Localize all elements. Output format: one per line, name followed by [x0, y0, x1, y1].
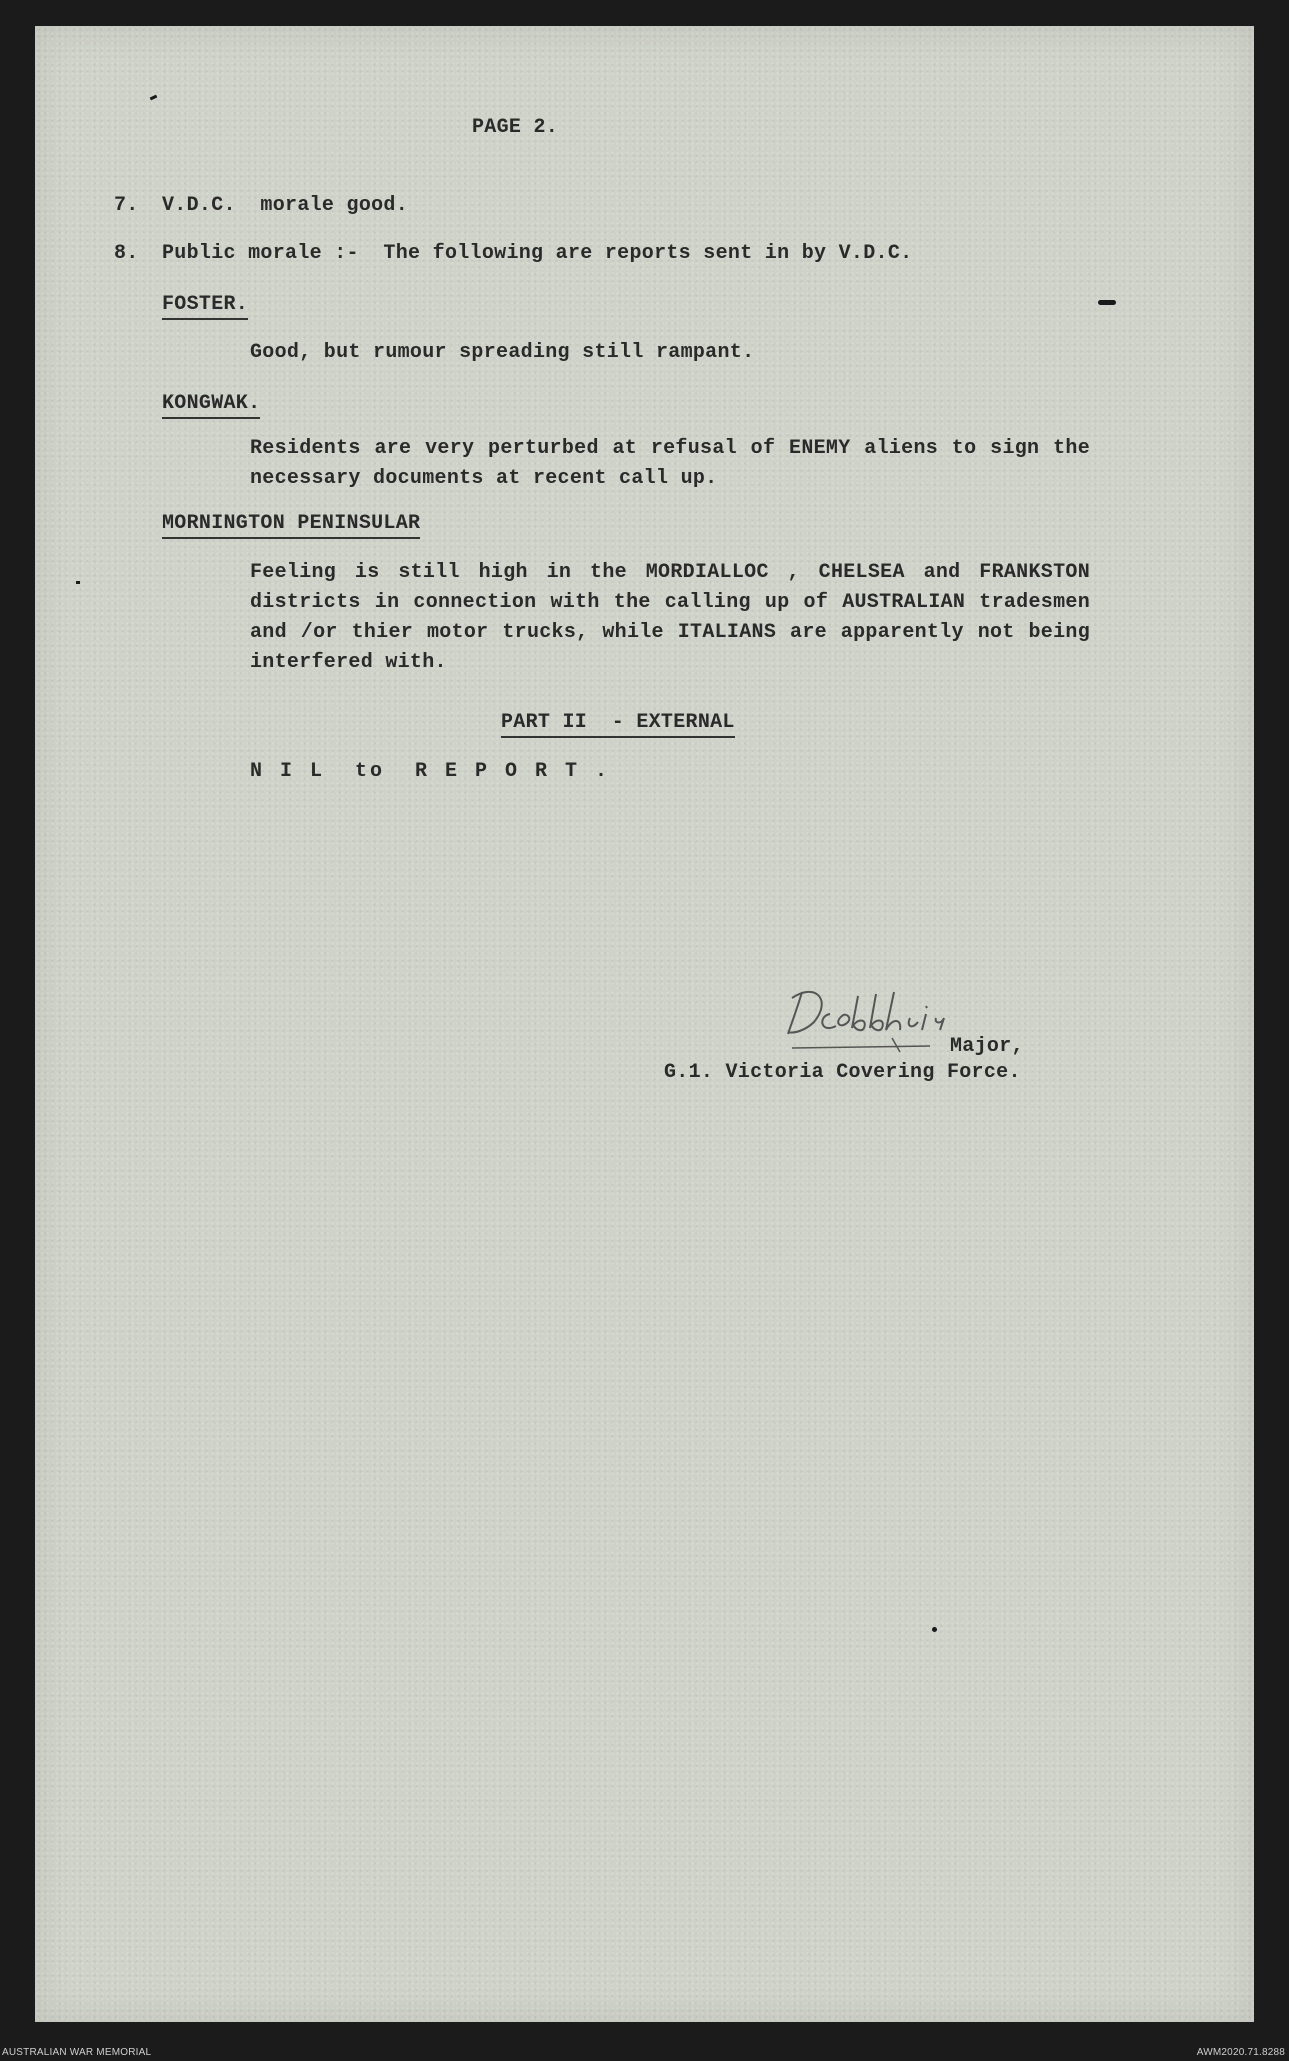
report-place: KONGWAK. — [162, 392, 260, 419]
signatory-unit: G.1. Victoria Covering Force. — [664, 1061, 1021, 1084]
footer-left: AUSTRALIAN WAR MEMORIAL — [2, 2047, 152, 2058]
item-number: 7. — [114, 194, 139, 217]
report-place: MORNINGTON PENINSULAR — [162, 512, 420, 539]
footer-right: AWM2020.71.8288 — [1196, 2047, 1285, 2058]
report-text: Good, but rumour spreading still rampant. — [250, 341, 755, 364]
signatory-rank: Major, — [950, 1035, 1024, 1058]
margin-mark — [932, 1627, 937, 1632]
item-number: 8. — [114, 242, 139, 265]
item-text: V.D.C. morale good. — [162, 194, 409, 217]
document-page — [35, 26, 1254, 2022]
margin-mark — [1098, 300, 1116, 305]
report-text: Residents are very perturbed at refusal of ENEMY aliens to sign the necessary documents at recent call up. — [250, 437, 1090, 490]
part-heading: PART II - EXTERNAL — [501, 711, 735, 738]
item-text: Public morale :- The following are reports sent in by V.D.C. — [162, 242, 913, 265]
report-place: FOSTER. — [162, 293, 248, 320]
nil-report-text: N I L to R E P O R T . — [250, 760, 611, 783]
report-text: Feeling is still high in the MORDIALLOC , CHELSEA and FRANKSTON districts in connection with the calling up of AUSTRALIAN tradesmen and /or thier motor trucks, while ITALIANS are apparently not being interfered with. — [250, 561, 1090, 674]
margin-mark — [76, 581, 80, 584]
page-heading: PAGE 2. — [472, 116, 559, 139]
